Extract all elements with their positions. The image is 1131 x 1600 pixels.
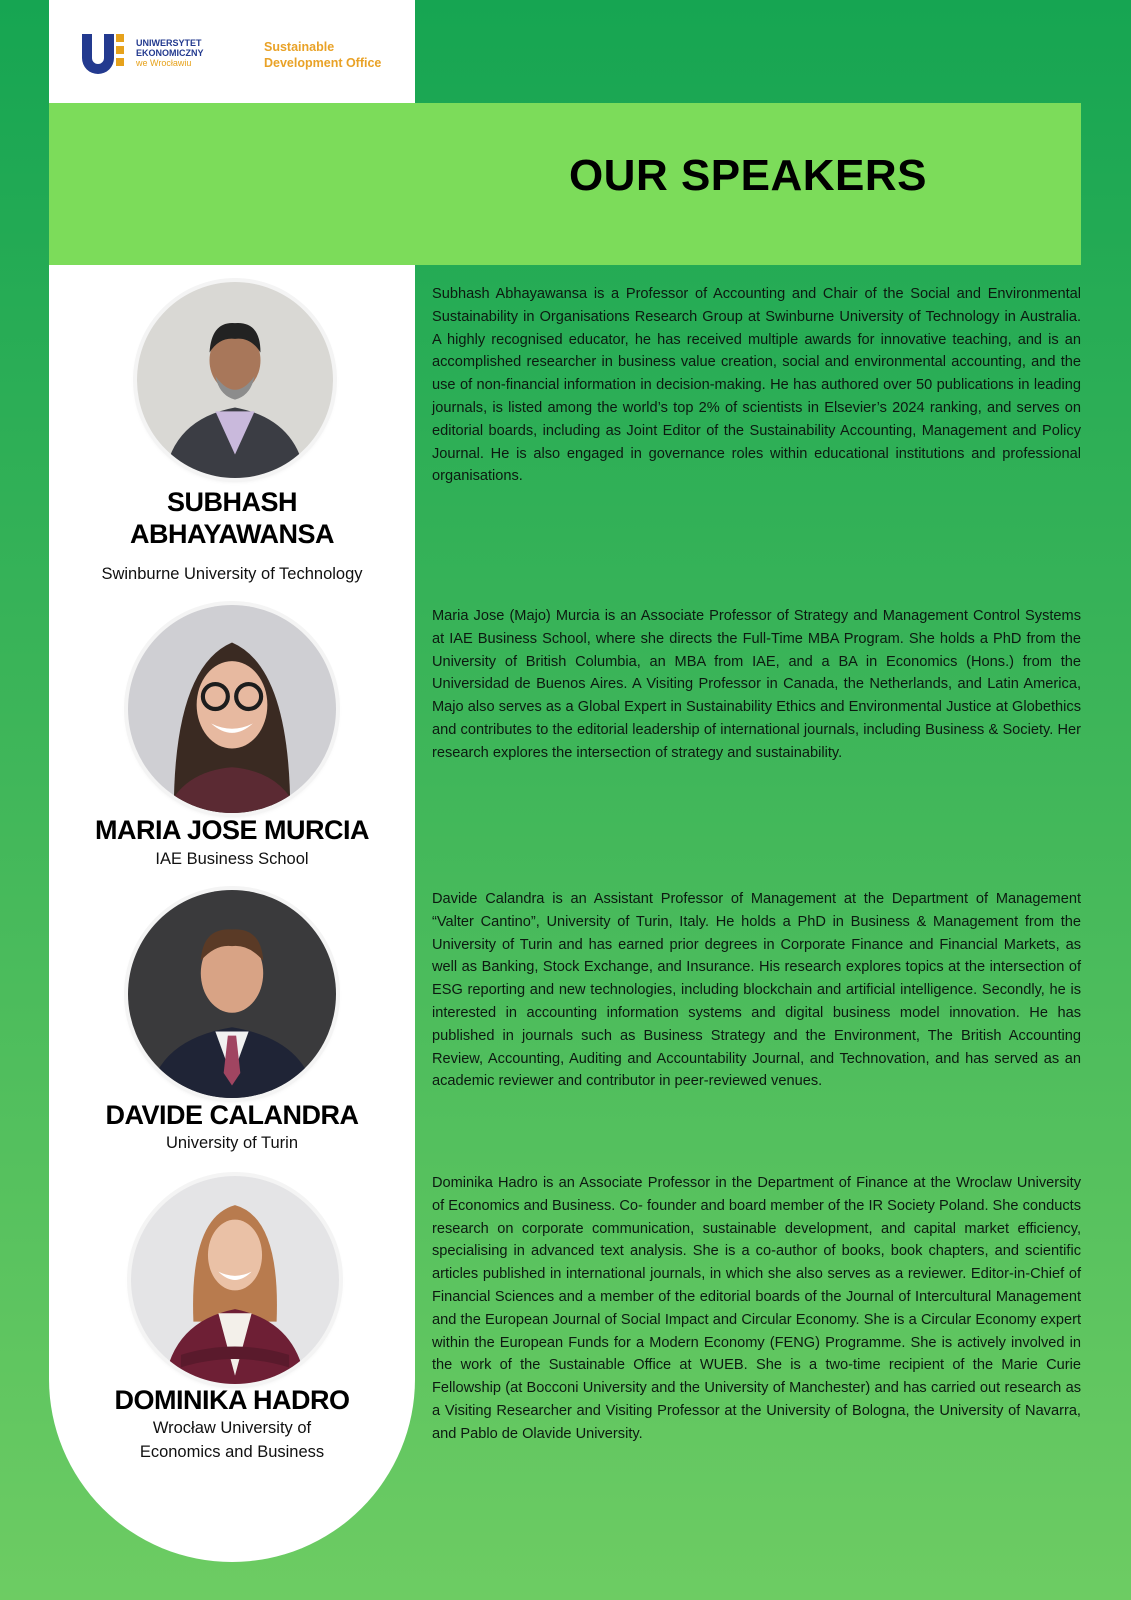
title-banner	[49, 103, 1081, 265]
speaker-photo-icon	[128, 890, 336, 1098]
speaker-photo-3	[128, 890, 336, 1098]
speaker-affiliation-4	[49, 1416, 415, 1464]
speaker-name-4: DOMINIKA HADRO	[114, 1385, 350, 1415]
speaker-bio-2: Maria Jose (Majo) Murcia is an Associate Professor of Strategy and Management Control Systems at IAE Business School, where she directs the Full-Time MBA Program. She holds a PhD from the University of British Columbia, an MBA from IAE, and a BA in Economics (Hons.) from the Universidad de Buenos Aires. A Visiting Professor in Canada, the Netherlands, and Latin America, Majo also serves as a Global Expert in Sustainability Ethics and Environmental Justice at Globethics and contributes to the editorial leadership of international journals, including Business & Society. Her research explores the intersection of strategy and sustainability.	[432, 608, 1081, 761]
speaker-name-3: DAVIDE CALANDRA	[105, 1100, 359, 1130]
speaker-affiliation-4-line-2: Economics and Business	[139, 1443, 325, 1461]
speaker-bio-4: Dominika Hadro is an Associate Professor in the Department of Finance at the Wroclaw University of Economics and Business. Co- founder and board member of the IR Society Poland. She conducts research on corporate communication, sustainable development, and capital market efficiency, specialising in advanced text analysis. She is a co-author of books, book chapters, and scientific articles published in international journals, in which she also serves as a reviewer. Editor-in-Chief of Financial Sciences and a member of the editorial boards of the Journal of Intercultural Management and the European Journal of Social Impact and Circular Economy. She is a Circular Economy expert within the European Funds for a Modern Economy (FENG) Programme. She is actively involved in the work of the Sustainable Office at WUEB. She is a two-time recipient of the Marie Curie Fellowship (at Bocconi University and the University of Manchester) and has carried out research as a Visiting Researcher and Visiting Professor at the University of Bologna, the University of Navarra, and Pablo de Olavide University.	[432, 1175, 1081, 1442]
speaker-affiliation-1: Swinburne University of Technology	[101, 565, 363, 583]
speaker-name-2: MARIA JOSE MURCIA	[94, 815, 369, 845]
uwe-logo-icon	[80, 32, 126, 78]
office-line-1: Sustainable	[264, 40, 335, 54]
speaker-photo-4	[131, 1176, 339, 1384]
speaker-name-1-line-1: SUBHASH	[166, 487, 297, 517]
logo-line-3: we Wrocławiu	[136, 58, 192, 68]
page-title: OUR SPEAKERS	[568, 151, 928, 200]
logo-line-1: UNIWERSYTET	[136, 38, 202, 48]
speaker-affiliation-3: University of Turin	[165, 1134, 299, 1152]
speaker-photo-icon	[131, 1176, 339, 1384]
speaker-photo-2	[128, 605, 336, 813]
speaker-photo-icon	[137, 282, 333, 478]
speaker-affiliation-4-line-1: Wrocław University of	[152, 1419, 312, 1437]
speaker-photo-icon	[128, 605, 336, 813]
speaker-photo-1	[137, 282, 333, 478]
office-line-2: Development Office	[264, 56, 382, 70]
speaker-affiliation-2: IAE Business School	[155, 850, 309, 868]
speaker-name-1-line-2: ABHAYAWANSA	[129, 519, 335, 549]
logo-line-2: EKONOMICZNY	[136, 48, 204, 58]
speaker-bio-3: Davide Calandra is an Assistant Professor of Management at the Department of Management “Valter Cantino”, University of Turin, Italy. He holds a PhD in Business & Management from the University of Turin and has earned prior degrees in Corporate Finance and Financial Markets, as well as Banking, Stock Exchange, and Insurance. His research explores topics at the intersection of ESG reporting and new technologies, including blockchain and artificial intelligence. Secondly, he is interested in accounting information systems and digital business model innovation. He has published in journals such as Business Strategy and the Environment, The British Accounting Review, Accounting, Auditing and Accountability Journal, and Technovation, and has served as an academic reviewer and contributor in peer-reviewed venues.	[432, 891, 1081, 1090]
speaker-bio-1: Subhash Abhayawansa is a Professor of Accounting and Chair of the Social and Environmental Sustainability in Organisations Research Group at Swinburne University of Technology in Australia. A highly recognised educator, he has received multiple awards for innovative teaching, and is an accomplished researcher in business value creation, social and environmental accounting, and the use of non-financial information in decision-making. He has authored over 50 publications in leading journals, is listed among the world’s top 2% of scientists in Elsevier’s 2024 ranking, and serves on editorial boards, including as Joint Editor of the Sustainability Accounting, Management and Policy Journal. He is also engaged in governance roles within educational institutions and professional organisations.	[432, 286, 1081, 485]
speaker-name-1	[49, 486, 415, 550]
office-name	[264, 39, 424, 71]
logo-wordmark	[136, 38, 256, 68]
